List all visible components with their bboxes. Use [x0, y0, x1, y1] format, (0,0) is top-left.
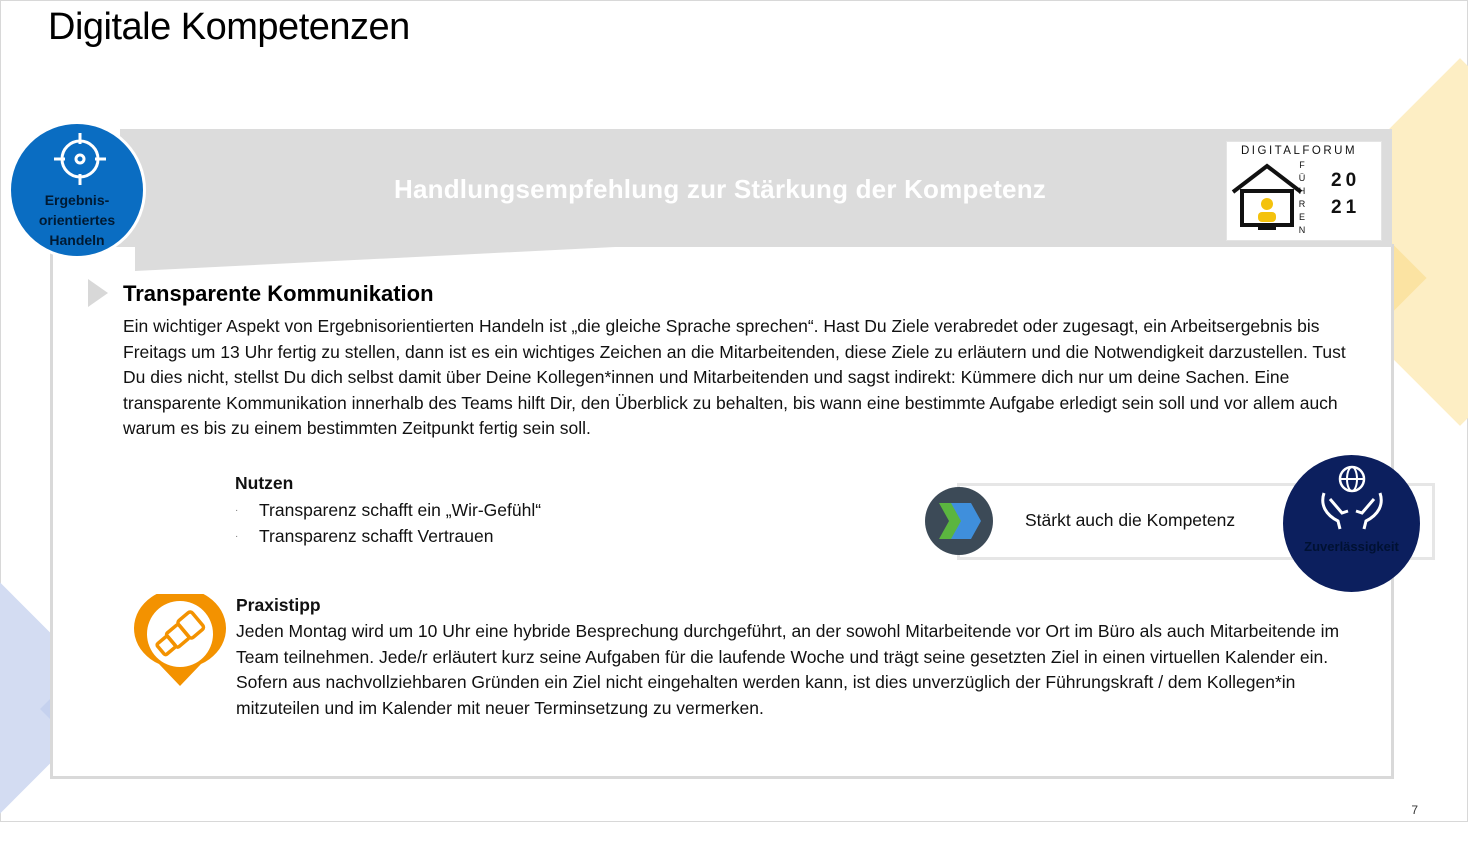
badge-label-line-2: orientiertes	[38, 212, 116, 228]
reliability-label: Zuverlässigkeit	[1304, 539, 1399, 554]
section-arrow	[88, 279, 108, 307]
badge-label	[11, 190, 143, 250]
logo-year-top: 20	[1331, 170, 1361, 191]
logo-vertical-letters	[1297, 159, 1307, 237]
target-icon	[51, 130, 109, 188]
logo-letter: R	[1298, 199, 1306, 209]
logo-letter: N	[1298, 225, 1306, 235]
logo-year-bottom: 21	[1331, 197, 1361, 218]
logo-letter: E	[1298, 212, 1305, 222]
hands-globe-icon	[1316, 459, 1388, 535]
section-heading: Transparente Kommunikation	[123, 281, 434, 306]
nutzen-item: · Transparenz schafft ein „Wir-Gefühl“	[235, 498, 541, 524]
digitalforum-logo	[1226, 141, 1382, 241]
section-body: Ein wichtiger Aspekt von Ergebnisorientierten Handeln ist „die gleiche Sprache sprechen“. Hast Du Ziele verabredet oder zugesagt, ein Arbeitsergebnis bis Freitags um 13 Uhr fertig zu stellen, dann ist es ein wichtiges Zeichen an die Mitarbeitenden, diese Ziele zu erläutern und die Notwendigkeit darzustellen. Tust Du dies nicht, stellst Du dich selbst damit über Deine Kollegen*innen und Mitarbeitenden und sagst indirekt: Kümmere dich nur um deine Sachen. Eine transparente Kommunikation innerhalb des Teams hilft Dir, den Überblick zu behalten, bis wann eine bestimmte Aufgabe erledigt sein soll und vor allem auch warum es bis zu einem bestimmten Zeitpunkt fertig sein soll.	[123, 316, 1346, 438]
tip-title: Praxistipp	[236, 595, 321, 615]
competence-badge	[8, 121, 146, 259]
logo-letter: Ü	[1298, 173, 1306, 183]
nutzen-item: · Transparenz schafft Vertrauen	[235, 524, 541, 550]
badge-label-line-3: Handeln	[49, 232, 105, 248]
telescope-pin-icon	[133, 594, 227, 693]
chevron-arrow-graphic	[925, 487, 993, 555]
chevron-arrow-icon	[925, 487, 993, 555]
logo-letter: F	[1299, 160, 1305, 170]
nutzen-title: Nutzen	[235, 473, 294, 493]
logo-top-text: DIGITALFORUM	[1241, 145, 1358, 157]
badge-label-line-1: Ergebnis-	[44, 192, 110, 208]
reliability-circle	[1283, 455, 1420, 592]
page-number: 7	[1411, 803, 1418, 817]
competence-text: Stärkt auch die Kompetenz	[1025, 510, 1236, 530]
nutzen-list	[235, 498, 541, 549]
telescope-pin-graphic	[133, 594, 227, 688]
tip-text: Jeden Montag wird um 10 Uhr eine hybride Besprechung durchgeführt, an der sowohl Mitarbeitende vor Ort im Büro als auch Mitarbeitende im Team teilnehmen. Jede/r erläutert kurz seine Aufgaben für die laufende Woche und trägt seine gesetzten Ziel in einen virtuellen Kalender ein. Sofern aus nachvollziehbaren Gründen ein Ziel nicht eingehalten werden kann, ist dies unverzüglich der Führungskraft / dem Kollegen*in mitzuteilen und im Kalender mit neuer Terminsetzung zu vermerken.	[236, 621, 1340, 718]
slide-title: Digitale Kompetenzen	[48, 6, 410, 48]
logo-letter: H	[1298, 186, 1306, 196]
banner-title: Handlungsempfehlung zur Stärkung der Kompetenz	[393, 174, 1046, 204]
